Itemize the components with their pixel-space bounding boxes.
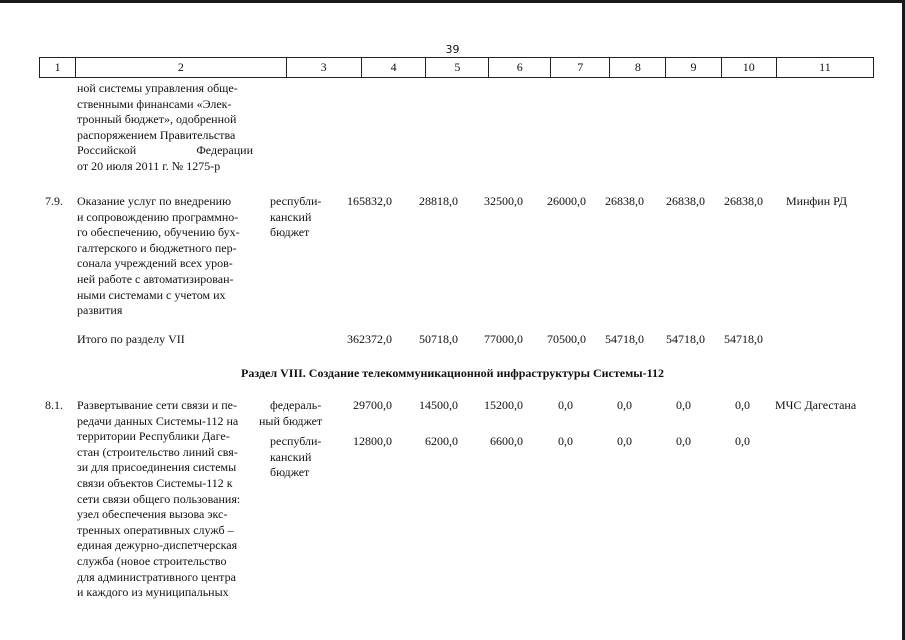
column-header-1: 1 (40, 58, 76, 77)
value-year: 0,0 (558, 398, 573, 412)
value-year: 28818,0 (419, 194, 458, 208)
value-year: 15200,0 (484, 398, 523, 412)
column-header-6: 6 (489, 58, 551, 77)
executor: МЧС Дагестана (775, 398, 857, 412)
text-line: развития (77, 303, 123, 318)
text-line: го обеспечению, обучению бух- (77, 225, 240, 240)
value-year: 14500,0 (419, 398, 458, 412)
total-value: 362372,0 (347, 332, 392, 346)
text-line: федераль- (270, 398, 322, 412)
text-line: от 20 июля 2011 г. № 1275-р (77, 158, 221, 173)
text-line: зи для присоединения системы (77, 460, 237, 475)
value-total: 165832,0 (347, 194, 392, 208)
column-header-3: 3 (287, 58, 362, 77)
row-number: 8.1. (45, 398, 63, 412)
column-header-10: 10 (722, 58, 777, 77)
table-header (39, 57, 874, 78)
value-year: 0,0 (735, 398, 750, 412)
value-year: 6200,0 (425, 434, 458, 448)
value-year: 26838,0 (666, 194, 705, 208)
value-total: 29700,0 (353, 398, 392, 412)
total-value: 50718,0 (419, 332, 458, 346)
value-year: 26838,0 (724, 194, 763, 208)
text-line: канский (270, 209, 312, 224)
column-header-7: 7 (551, 58, 610, 77)
row-description (77, 194, 253, 319)
column-header-9: 9 (666, 58, 721, 77)
funding-source-republic (270, 434, 321, 481)
value-year: 6600,0 (490, 434, 523, 448)
text-line: тренных оперативных служб – (77, 522, 234, 537)
section-heading: Раздел VIII. Создание телекоммуникационной инфраструктуры Системы-112 (241, 366, 664, 380)
text-line: ными системами с учетом их (77, 287, 226, 302)
funding-source (270, 194, 321, 241)
text-line: ней работе с автоматизирован- (77, 271, 234, 286)
text-line: республи- (270, 194, 322, 208)
text-line: узел обеспечения вызова экс- (77, 507, 228, 522)
text-line: единая дежурно-диспетчерская (77, 538, 238, 553)
text-line: канский (270, 449, 312, 464)
value-year: 32500,0 (484, 194, 523, 208)
text-line: распоряжением Правительства (77, 127, 236, 142)
continuation-description (77, 81, 253, 175)
text-line: республи- (270, 434, 322, 448)
row-number: 7.9. (45, 194, 63, 208)
scan-border-top (0, 0, 905, 3)
total-value: 54718,0 (666, 332, 705, 346)
value-year: 0,0 (735, 434, 750, 448)
text-line: сонала учреждений всех уров- (77, 256, 233, 271)
text-line: и сопровождению программно- (77, 209, 239, 224)
funding-source-federal (259, 398, 322, 429)
text-line: и каждого из муниципальных (77, 585, 229, 600)
text-line: стан (строительство линий свя- (77, 444, 238, 459)
text-line: галтерского и бюджетного пер- (77, 240, 237, 255)
value-total: 12800,0 (353, 434, 392, 448)
row-description (77, 398, 253, 601)
value-year: 0,0 (558, 434, 573, 448)
page-number: 39 (445, 43, 460, 56)
value-year: 0,0 (676, 434, 691, 448)
column-header-8: 8 (610, 58, 666, 77)
value-year: 26000,0 (547, 194, 586, 208)
text-line: служба (новое строительство (77, 553, 227, 568)
total-value: 54718,0 (724, 332, 763, 346)
value-year: 26838,0 (605, 194, 644, 208)
executor: Минфин РД (786, 194, 848, 208)
text-line: территории Республики Даге- (77, 429, 230, 444)
text-line: для административного центра (77, 569, 236, 584)
column-header-5: 5 (426, 58, 489, 77)
total-value: 54718,0 (605, 332, 644, 346)
column-header-2: 2 (76, 58, 286, 77)
value-year: 0,0 (617, 434, 632, 448)
text-line: редачи данных Системы-112 на (77, 413, 239, 428)
text-line: Развертывание сети связи и пе- (77, 398, 237, 412)
section-total-label: Итого по разделу VII (77, 332, 185, 346)
text-line: Российской Федерации (77, 143, 253, 158)
text-line: ной системы управления обще- (77, 81, 238, 95)
column-header-4: 4 (362, 58, 427, 77)
text-line: бюджет (270, 465, 310, 480)
text-line: связи объектов Системы-112 к (77, 475, 233, 490)
column-header-11: 11 (819, 60, 831, 74)
text-line: сети связи общего пользования: (77, 491, 241, 506)
text-line: тронный бюджет», одобренной (77, 112, 237, 127)
text-line: бюджет (270, 225, 310, 240)
text-line: Оказание услуг по внедрению (77, 194, 232, 208)
value-year: 0,0 (676, 398, 691, 412)
text-line: ственными финансами «Элек- (77, 96, 232, 111)
total-value: 70500,0 (547, 332, 586, 346)
value-year: 0,0 (617, 398, 632, 412)
total-value: 77000,0 (484, 332, 523, 346)
text-line: ный бюджет (259, 413, 323, 428)
